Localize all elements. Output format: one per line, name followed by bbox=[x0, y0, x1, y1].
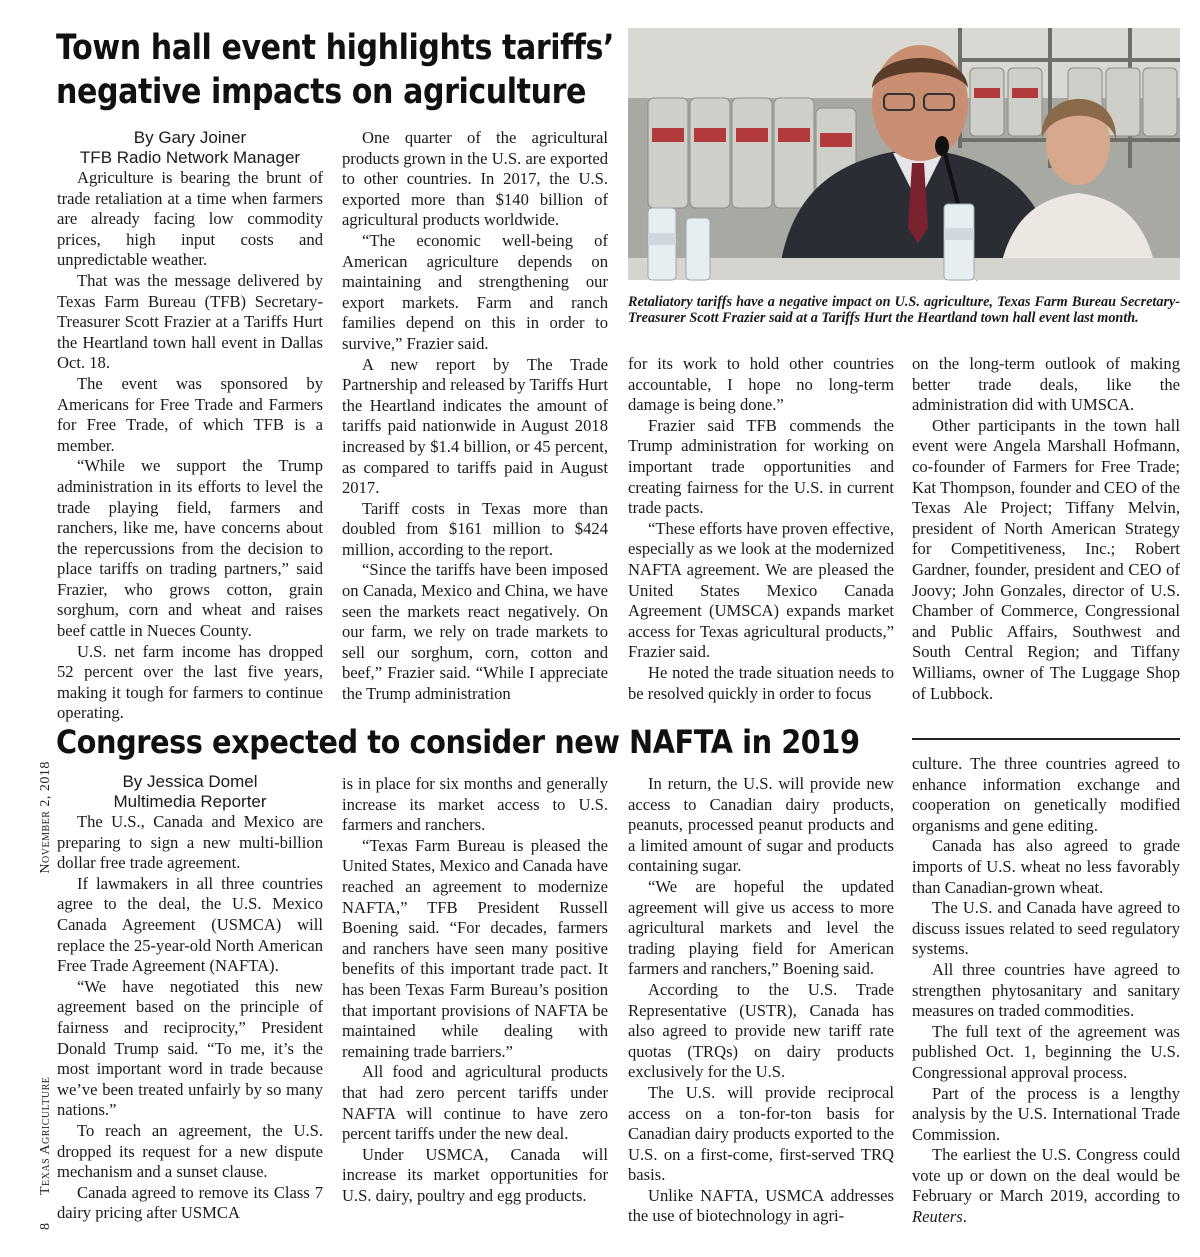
column-rule bbox=[912, 738, 1180, 740]
paragraph: According to the U.S. Trade Representative (USTR), Canada has also agreed to provide new tariff rate quotas (TRQs) on dairy products exclusively for the U.S. bbox=[628, 979, 894, 1082]
article1-column-1 bbox=[57, 128, 323, 723]
paragraph: To reach an agreement, the U.S. dropped its request for a new dispute mechanism and a sunset clause. bbox=[57, 1120, 323, 1182]
paragraph: U.S. net farm income has dropped 52 percent over the last five years, making it tough for farmers to continue operating. bbox=[57, 641, 323, 723]
paragraph: “Since the tariffs have been imposed on Canada, Mexico and China, we have seen the markets react negatively. On our farm, we rely on trade markets to sell our sorghum, corn, cotton and beef,” Frazier said. “While I appreciate the Trump administration bbox=[342, 560, 608, 704]
article1-column-4 bbox=[912, 354, 1180, 708]
article1-column-2 bbox=[342, 128, 608, 708]
paragraph-continued: culture. The three countries agreed to enhance information exchange and cooperation on genetically modified organisms and gene editing. bbox=[912, 754, 1180, 835]
paragraph: The full text of the agreement was published Oct. 1, beginning the U.S. Congressional approval process. bbox=[912, 1021, 1180, 1082]
paragraph: In return, the U.S. will provide new access to Canadian dairy products, peanuts, processed peanut products and a limited amount of sugar and products containing sugar. bbox=[628, 774, 894, 876]
paragraph: Under USMCA, Canada will increase its market opportunities for U.S. dairy, poultry and egg products. bbox=[342, 1144, 608, 1205]
publication-name: Texas Agriculture bbox=[38, 1076, 53, 1195]
article1-byline bbox=[57, 128, 323, 168]
page-folio bbox=[38, 761, 54, 1230]
final-text: The earliest the U.S. Congress could vote up or down on the deal would be February or March 2019, according to bbox=[912, 1145, 1180, 1206]
article2-column-1 bbox=[57, 772, 323, 1234]
source-reuters: Reuters bbox=[912, 1207, 963, 1227]
article2-column-2 bbox=[342, 774, 608, 1234]
article1-headline-line1: Town hall event highlights tariffs’ bbox=[56, 28, 615, 68]
page-number: 8 bbox=[38, 1223, 53, 1230]
paragraph: “We have negotiated this new agreement based on the principle of fairness and reciprocity,” President Donald Trump said. “To me, it’s the most important word in trade because we’ve been treated unfairly by so many nations.” bbox=[57, 976, 323, 1120]
paragraph: All three countries have agreed to strengthen phytosanitary and sanitary measures on traded commodities. bbox=[912, 959, 1180, 1021]
paragraph: “These efforts have proven effective, especially as we look at the modernized NAFTA agreement. We are pleased the United States Mexico Canada Agreement (UMSCA) expands market access for Texas agricultural products,” Frazier said. bbox=[628, 518, 894, 662]
paragraph-continued: is in place for six months and generally increase its market access to U.S. farmers and ranchers. bbox=[342, 774, 608, 835]
paragraph: The event was sponsored by Americans for Free Trade and Farmers for Free Trade, of which TFB is a member. bbox=[57, 373, 323, 455]
paragraph: All food and agricultural products that had zero percent tariffs under NAFTA will continue to have zero percent tariffs under the new deal. bbox=[342, 1062, 608, 1144]
paragraph: Part of the process is a lengthy analysis by the U.S. International Trade Commission. bbox=[912, 1083, 1180, 1144]
article1-headline bbox=[56, 26, 615, 114]
paragraph: If lawmakers in all three countries agree to the deal, the U.S. Mexico Canada Agreement (USMCA) will replace the 25-year-old North American Free Trade Agreement (NAFTA). bbox=[57, 873, 323, 976]
byline-name: By Jessica Domel bbox=[122, 772, 258, 791]
paragraph: Unlike NAFTA, USMCA addresses the use of biotechnology in agri- bbox=[628, 1185, 894, 1226]
paragraph: “Texas Farm Bureau is pleased the United States, Mexico and Canada have reached an agreement to modernize NAFTA,” TFB President Russell Boening said. “For decades, farmers and ranchers have seen many positive benefits of this important trade pact. It has been Texas Farm Bureau’s position that important provisions of NAFTA be maintained while dealing with remaining trade barriers.” bbox=[342, 835, 608, 1061]
byline-name: By Gary Joiner bbox=[133, 128, 247, 147]
paragraph: That was the message delivered by Texas Farm Bureau (TFB) Secretary-Treasurer Scott Frazier at a Tariffs Hurt the Heartland town hall event in Dallas Oct. 18. bbox=[57, 270, 323, 373]
paragraph: Other participants in the town hall event were Angela Marshall Hofmann, co-founder of Farmers for Free Trade; Kat Thompson, founder and CEO of the Texas Ale Project; Tiffany Melvin, president of North American Strategy for Competitiveness, Inc.; Robert Gardner, founder, president and CEO of Joovy; John Gonzales, director of U.S. Chamber of Commerce, Congressional and Public Affairs, Southwest and South Central Region; and Tiffany Williams, owner of The Luggage Shop of Lubbock. bbox=[912, 415, 1180, 703]
paragraph: Canada has also agreed to grade imports of U.S. wheat no less favorably than Canadian-grown wheat. bbox=[912, 836, 1180, 897]
final-period: . bbox=[962, 1207, 967, 1227]
paragraph: The U.S. and Canada have agreed to discuss issues related to seed regulatory systems. bbox=[912, 898, 1180, 959]
paragraph: Canada agreed to remove its Class 7 dairy pricing after USMCA bbox=[57, 1182, 323, 1223]
paragraph: The U.S., Canada and Mexico are preparing to sign a new multi-billion dollar free trade agreement. bbox=[57, 812, 323, 873]
paragraph: “While we support the Trump administration in its efforts to level the trade playing field, farmers and ranchers, like me, have concerns about the repercussions from the decision to place tariffs on trading partners,” said Frazier, who grows cotton, grain sorghum, corn and wheat and raises beef cattle in Nueces County. bbox=[57, 456, 323, 641]
paragraph: He noted the trade situation needs to be resolved quickly in order to focus bbox=[628, 662, 894, 703]
paragraph: “We are hopeful the updated agreement will give us access to more agricultural markets and level the trading playing field for American farmers and ranchers,” Boening said. bbox=[628, 876, 894, 979]
article1-column-3 bbox=[628, 354, 894, 708]
paragraph: Tariff costs in Texas more than doubled from $161 million to $424 million, according to the report. bbox=[342, 498, 608, 559]
article2-headline: Congress expected to consider new NAFTA in 2019 bbox=[56, 723, 860, 761]
paragraph-final bbox=[912, 1145, 1180, 1227]
paragraph: A new report by The Trade Partnership and released by Tariffs Hurt the Heartland indicates the amount of tariffs paid nationwide in August 2018 increased by $1.4 billion, or 45 percent, as compared to tariffs paid in August 2017. bbox=[342, 354, 608, 498]
paragraph: Frazier said TFB commends the Trump administration for working on important trade opportunities and creating fairness for the U.S. in current trade pacts. bbox=[628, 415, 894, 518]
article1-photo bbox=[628, 28, 1180, 280]
paragraph: One quarter of the agricultural products grown in the U.S. are exported to other countries. In 2017, the U.S. exported more than $140 billion of agricultural products worldwide. bbox=[342, 128, 608, 230]
article1-photo-caption: Retaliatory tariffs have a negative impact on U.S. agriculture, Texas Farm Bureau Secretary-Treasurer Scott Frazier said at a Tariffs Hurt the Heartland town hall event last month. bbox=[628, 294, 1180, 327]
byline-title: Multimedia Reporter bbox=[113, 792, 267, 811]
paragraph: “The economic well-being of American agriculture depends on maintaining and strengthening our export markets. Farm and ranch families depend on this in order to survive,” Frazier said. bbox=[342, 230, 608, 353]
byline-title: TFB Radio Network Manager bbox=[79, 148, 301, 167]
article1-headline-line2: negative impacts on agriculture bbox=[56, 72, 587, 112]
paragraph: The U.S. will provide reciprocal access on a ton-for-ton basis for Canadian dairy products exported to the U.S. on a first-come, first-served TRQ basis. bbox=[628, 1082, 894, 1185]
paragraph-continued: for its work to hold other countries accountable, I hope no long-term damage is being done.” bbox=[628, 354, 894, 415]
town-hall-photo-image bbox=[628, 28, 1180, 280]
issue-date: November 2, 2018 bbox=[38, 761, 53, 874]
article2-byline bbox=[57, 772, 323, 812]
article2-column-3 bbox=[628, 774, 894, 1234]
paragraph-continued: on the long-term outlook of making better trade deals, like the administration did with UMSCA. bbox=[912, 354, 1180, 415]
article2-column-4 bbox=[912, 754, 1180, 1234]
paragraph: Agriculture is bearing the brunt of trade retaliation at a time when farmers are already facing low commodity prices, high input costs and unpredictable weather. bbox=[57, 168, 323, 270]
